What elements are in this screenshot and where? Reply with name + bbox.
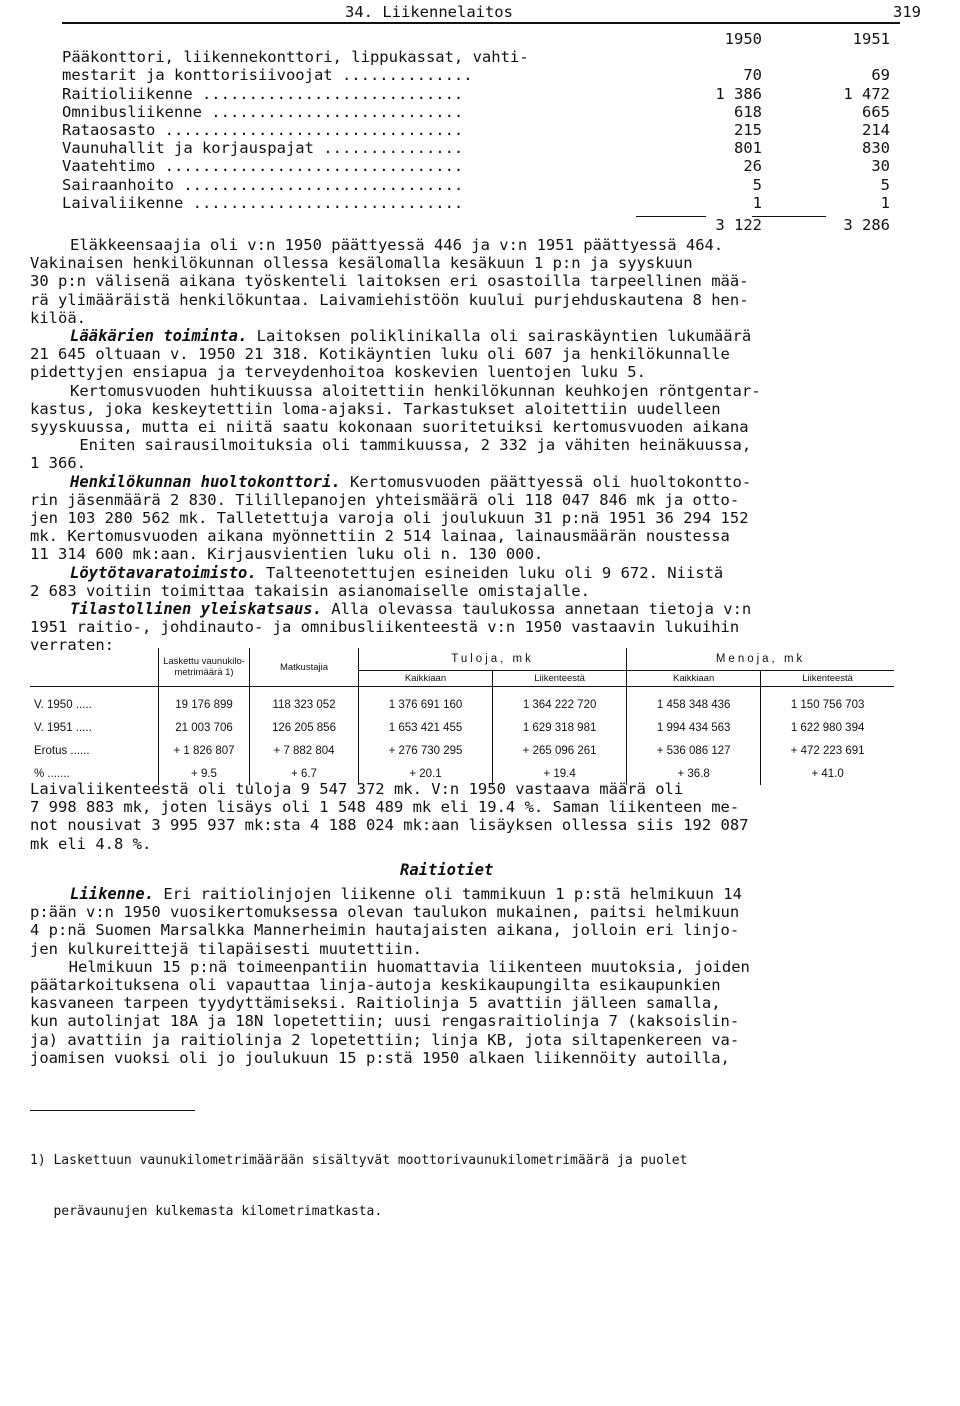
staff-label: mestarit ja konttorisiivoojat ..............	[62, 66, 473, 85]
staff-1950: 801	[734, 139, 762, 158]
year-1950: 1950	[724, 30, 762, 48]
staff-label: Pääkonttori, liikennekonttori, lippukassat, vahti-	[62, 48, 529, 67]
table-cell: 126 205 856	[250, 716, 359, 739]
text-line	[30, 473, 900, 491]
text-line: mk eli 4.8 %.	[30, 834, 152, 853]
text-run: Kertomusvuoden päättyessä oli huoltokontto-	[340, 472, 752, 491]
text-line: 21 645 oltuaan v. 1950 21 318. Kotikäyntien luku oli 607 ja henkilökunnalle	[30, 345, 730, 364]
sum-rule-1951	[752, 216, 826, 217]
text-line: Vakinaisen henkilökunnan ollessa kesälomalla kesäkuun 1 p:n ja syyskuun	[30, 254, 693, 273]
row-label: % .......	[34, 767, 70, 780]
text-line	[30, 327, 900, 345]
section-head-laakarien: Lääkärien toiminta.	[70, 327, 248, 346]
text-line: 1 366.	[30, 454, 86, 473]
text-line: 30 p:n välisenä aikana työskenteli laitoksen eri osastoilla tarpeellinen mää-	[30, 272, 749, 291]
table-cell: + 36.8	[627, 762, 761, 785]
row-label: V. 1950 .....	[34, 698, 92, 711]
table-cell: 1 150 756 703	[761, 687, 894, 717]
staff-label: Sairaanhoito ..............................	[62, 175, 464, 194]
staff-row	[62, 194, 902, 212]
sum-rule-1950	[636, 216, 706, 217]
text-line: p:ään v:n 1950 vuosikertomuksessa olevan taulukon mukainen, paitsi helmikuun	[30, 903, 740, 922]
text-line: 11 314 600 mk:aan. Kirjausvientien luku oli n. 130 000.	[30, 545, 544, 564]
group-menoja: Menoja, mk	[627, 648, 894, 671]
table-cell: + 536 086 127	[627, 739, 761, 762]
table-cell: 21 003 706	[159, 716, 250, 739]
staff-list	[62, 30, 902, 234]
table-cell: 1 458 348 436	[627, 687, 761, 717]
text-run: Alla olevassa taulukossa annetaan tietoja v:n	[321, 600, 752, 619]
col-matkustajia: Matkustajia	[250, 648, 359, 687]
body-text-a	[30, 236, 900, 655]
body-text-b	[30, 780, 900, 1067]
text-line: verraten:	[30, 636, 114, 655]
table-cell: + 19.4	[493, 762, 627, 785]
text-line: kilöä.	[30, 308, 86, 327]
table-cell: 1 994 434 563	[627, 716, 761, 739]
table-cell: + 265 096 261	[493, 739, 627, 762]
col-tulot-kaikkiaan: Kaikkiaan	[359, 671, 493, 687]
footnote	[30, 1118, 900, 1254]
text-line: Helmikuun 15 p:nä toimeenpantiin huomattavia liikenteen muutoksia, joiden	[50, 957, 750, 976]
table-header-row	[30, 648, 894, 671]
staff-1951: 1	[880, 193, 890, 212]
traffic-stats-table	[30, 648, 894, 785]
header-rule	[62, 22, 900, 24]
staff-label: Raitioliikenne ............................	[62, 84, 464, 103]
staff-total-1950: 3 122	[715, 215, 762, 234]
staff-row	[62, 176, 902, 194]
text-line: 2 683 voitiin toimittaa takaisin asianomaiselle omistajalle.	[30, 581, 590, 600]
text-run: Eri raitiolinjojen liikenne oli tammikuun 1 p:stä helmikuun 14	[154, 885, 742, 904]
footnote-line: 1) Laskettuun vaunukilometrimäärään sisältyvät moottorivaunukilometrimäärä ja puolet	[30, 1153, 688, 1168]
col-vaunukm: Laskettu vaunukilo- metrimäärä 1)	[159, 648, 250, 687]
text-line: kun autolinjat 18A ja 18N lopetettiin; uusi rengasraitiolinja 7 (kaksoislin-	[30, 1012, 740, 1031]
table-cell: + 20.1	[359, 762, 493, 785]
table-cell: + 6.7	[250, 762, 359, 785]
table-cell: 19 176 899	[159, 687, 250, 717]
staff-1950: 1	[752, 193, 762, 212]
table-cell: 1 653 421 455	[359, 716, 493, 739]
staff-row	[62, 121, 902, 139]
table-cell: 1 629 318 981	[493, 716, 627, 739]
table-cell: 1 376 691 160	[359, 687, 493, 717]
staff-total-row	[62, 216, 902, 234]
staff-label: Vaunuhallit ja korjauspajat ...............	[62, 139, 464, 158]
text-line: 4 p:nä Suomen Marsalkka Mannerheimin hautajaisten aikana, jolloin eri linjo-	[30, 921, 740, 940]
text-line: kastus, joka keskeytettiin loma-ajaksi. Tarkastukset aloitettiin uudelleen	[30, 399, 721, 418]
chapter-title: 34. Liikennelaitos	[345, 3, 513, 21]
text-line: Eniten sairausilmoituksia oli tammikuussa, 2 332 ja vähiten heinäkuussa,	[70, 436, 752, 455]
staff-row	[62, 66, 902, 84]
text-line: ja) avattiin ja raitiolinja 2 lopetettiin; linja KB, jota siltapenkereen va-	[30, 1030, 740, 1049]
staff-1951: 69	[871, 66, 890, 85]
year-1951: 1951	[852, 30, 890, 48]
text-line: jen kulkureittejä tilapäisesti muutettiin.	[30, 939, 422, 958]
staff-total-1951: 3 286	[843, 215, 890, 234]
staff-row	[62, 85, 902, 103]
page-number: 319	[893, 3, 921, 21]
table-cell: + 41.0	[761, 762, 894, 785]
table-row	[30, 716, 894, 739]
text-line: Eläkkeensaajia oli v:n 1950 päättyessä 446 ja v:n 1951 päättyessä 464.	[70, 236, 724, 254]
text-line: mk. Kertomusvuoden aikana myönnettiin 2 514 lainaa, lainausmäärän noustessa	[30, 527, 730, 546]
text-line: 1951 raitio-, johdinauto- ja omnibusliikenteestä v:n 1950 vastaavin lukuihin	[30, 618, 740, 637]
text-line: päätarkoituksena oli vapauttaa linja-autoja keskikaupungilta esikaupunkien	[30, 976, 721, 995]
staff-label: Laivaliikenne .............................	[62, 193, 464, 212]
table-cell: + 472 223 691	[761, 739, 894, 762]
staff-label: Rataosasto ................................	[62, 120, 464, 139]
staff-1950: 215	[734, 120, 762, 139]
staff-1951: 665	[862, 102, 890, 121]
section-head-huolto: Henkilökunnan huoltokonttori.	[70, 472, 341, 491]
staff-years-row	[62, 30, 902, 48]
table-cell: + 1 826 807	[159, 739, 250, 762]
text-run: Talteenotettujen esineiden luku oli 9 672. Niistä	[256, 563, 724, 582]
staff-1950: 26	[743, 157, 762, 176]
text-line: Kertomusvuoden huhtikuussa aloitettiin henkilökunnan keuhkojen röntgentar-	[70, 381, 761, 400]
section-head-liikenne: Liikenne.	[70, 885, 154, 904]
col-menot-liikenteesta: Liikenteestä	[761, 671, 894, 687]
row-label: Erotus ......	[34, 744, 90, 757]
footnote-rule	[30, 1110, 195, 1111]
table-row	[30, 687, 894, 717]
text-line	[30, 885, 900, 903]
staff-row	[62, 103, 902, 121]
text-line: pidettyjen ensiapua ja terveydenhoitoa koskevien luentojen luku 5.	[30, 363, 646, 382]
staff-1951: 30	[871, 157, 890, 176]
text-line: rin jäsenmäärä 2 830. Tilillepanojen yhteismäärä oli 118 047 846 mk ja otto-	[30, 490, 740, 509]
page-header	[0, 3, 960, 21]
text-line: rä ylimääräistä henkilökuntaa. Laivamiehistöön kuului purjehduskautena 8 hen-	[30, 290, 749, 309]
col-menot-kaikkiaan: Kaikkiaan	[627, 671, 761, 687]
section-heading-raitiotiet: Raitiotiet	[400, 860, 494, 879]
group-tuloja: Tuloja, mk	[359, 648, 627, 671]
col-tulot-liikenteesta: Liikenteestä	[493, 671, 627, 687]
staff-1951: 830	[862, 139, 890, 158]
staff-1951: 5	[880, 175, 890, 194]
staff-label: Omnibusliikenne ...........................	[62, 102, 464, 121]
table-row	[30, 739, 894, 762]
staff-label: Vaatehtimo ................................	[62, 157, 464, 176]
staff-1951: 214	[862, 120, 890, 139]
staff-1950: 618	[734, 102, 762, 121]
section-head-tilasto: Tilastollinen yleiskatsaus.	[70, 600, 322, 619]
table-cell: + 9.5	[159, 762, 250, 785]
staff-1951: 1 472	[843, 84, 890, 103]
staff-1950: 5	[752, 175, 762, 194]
section-head-loyto: Löytötavaratoimisto.	[70, 563, 257, 582]
table-cell: 1 364 222 720	[493, 687, 627, 717]
text-line: not nousivat 3 995 937 mk:sta 4 188 024 mk:aan lisäyksen ollessa siis 192 087	[30, 816, 749, 835]
table-cell: 118 323 052	[250, 687, 359, 717]
table-cell: + 276 730 295	[359, 739, 493, 762]
footnote-line: perävaunujen kulkemasta kilometrimatkasta.	[30, 1204, 383, 1219]
text-line	[30, 564, 900, 582]
text-line: syyskuussa, mutta ei niitä saatu kokonaan suoritetuiksi kertomusvuoden aikana	[30, 418, 749, 437]
staff-row	[62, 139, 902, 157]
text-line: kasvaneen tarpeen tyydyttämiseksi. Raitiolinja 5 avattiin jälleen samalla,	[30, 994, 721, 1013]
staff-1950: 70	[743, 66, 762, 85]
staff-row	[62, 48, 902, 66]
table-cell: 1 622 980 394	[761, 716, 894, 739]
table-cell: + 7 882 804	[250, 739, 359, 762]
text-run: Laitoksen poliklinikalla oli sairaskäyntien lukumäärä	[247, 327, 752, 346]
staff-1950: 1 386	[715, 84, 762, 103]
table-corner	[30, 648, 159, 687]
text-line: joamisen vuoksi oli jo joulukuun 15 p:stä 1950 alkaen liikennöity autoilla,	[30, 1048, 730, 1067]
text-line: Laivaliikenteestä oli tuloja 9 547 372 mk. V:n 1950 vastaava määrä oli	[30, 780, 684, 798]
text-line: 7 998 883 mk, joten lisäys oli 1 548 489 mk eli 19.4 %. Saman liikenteen me-	[30, 798, 740, 817]
staff-row	[62, 157, 902, 175]
text-line: jen 103 280 562 mk. Talletettuja varoja oli joulukuun 31 p:nä 1951 36 294 152	[30, 509, 749, 528]
text-line	[30, 600, 900, 618]
row-label: V. 1951 .....	[34, 721, 92, 734]
